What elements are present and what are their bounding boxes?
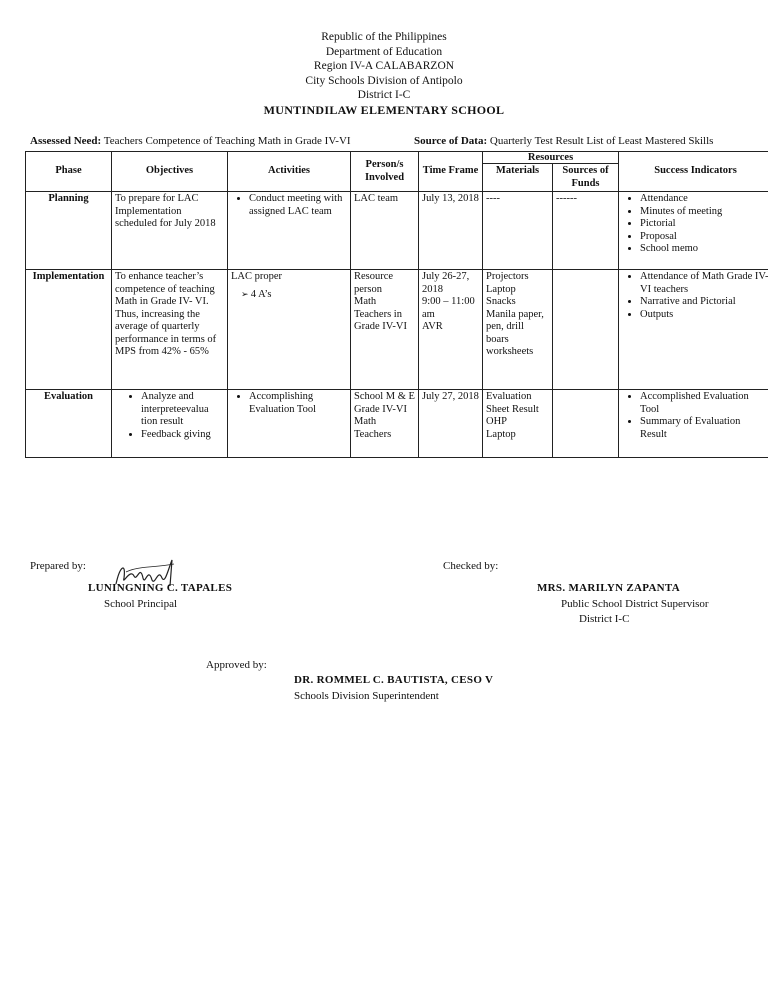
prepared-by-name <box>88 582 232 594</box>
indicator-item: • Outputs <box>640 309 768 322</box>
material-line: OHP <box>486 416 508 427</box>
material-line: Evaluation Sheet Result <box>486 391 539 415</box>
objectives-cell: To enhance teacher’s competence of teaching Math in Grade IV- VI. Thus, increasing the average of quarterly performance in terms of MPS from 42% - 65% <box>112 270 228 390</box>
indicator-item: • Accomplished Evaluation Tool <box>640 391 768 416</box>
header-line-2: Department of Education <box>325 45 443 58</box>
approved-by-name <box>294 674 493 686</box>
funds-cell: ------ <box>553 192 619 270</box>
header-persons: Person/s Involved <box>351 152 419 192</box>
source-value: Quarterly Test Result List of Least Mastered Skills <box>489 135 714 147</box>
checked-by-label: Checked by: <box>443 560 499 572</box>
source-of-data <box>414 135 713 147</box>
time-cell <box>419 270 483 390</box>
material-line: Laptop <box>486 428 516 440</box>
letterhead <box>0 30 768 117</box>
person-line: Math Teachers in Grade IV-VI <box>354 296 407 332</box>
time-line: July 26-27, 2018 <box>422 271 470 295</box>
objectives-cell: To prepare for LAC Implementation scheduled for July 2018 <box>112 192 228 270</box>
header-materials: Materials <box>483 164 553 192</box>
header-phase: Phase <box>26 152 112 192</box>
header-line-4: City Schools Division of Antipolo <box>305 74 463 87</box>
persons-cell: LAC team <box>351 192 419 270</box>
assessed-need-value: Teachers Competence of Teaching Math in Grade IV-VI <box>103 135 351 147</box>
objective-item: • Analyze and interpreteevalua tion result <box>141 391 224 429</box>
header-line-5: District I-C <box>357 89 411 101</box>
indicators-cell <box>619 390 768 458</box>
phase-cell: Planning <box>26 192 112 270</box>
checked-by-title-2: District I-C <box>579 613 630 625</box>
source-label: Source of Data: <box>414 135 488 147</box>
table-row <box>26 390 768 458</box>
prepared-name-text: LUNINGNING C. TAPALES <box>88 582 233 594</box>
activity-item: ➢ 4 A’s <box>241 288 347 302</box>
prepared-by-title: School Principal <box>104 598 178 610</box>
person-line: School M & E <box>354 391 415 402</box>
header-activities: Activities <box>228 152 351 192</box>
header-resources: Resources <box>483 152 619 164</box>
material-line: Snacks <box>486 296 516 307</box>
approved-by-label: Approved by: <box>206 659 267 671</box>
indicators-cell <box>619 270 768 390</box>
material-line: Manila paper, pen, drill boars worksheets <box>486 308 544 357</box>
materials-cell <box>483 390 553 458</box>
material-line: Laptop <box>486 283 516 295</box>
lac-plan-table <box>25 151 768 458</box>
time-line: AVR <box>422 321 443 332</box>
activities-intro: LAC proper <box>231 271 283 282</box>
indicator-item: • School memo <box>640 243 768 256</box>
activity-item: • Conduct meeting with assigned LAC team <box>249 193 347 218</box>
checked-by-title: Public School District Supervisor <box>561 598 709 610</box>
activity-item: • Accomplishing Evaluation Tool <box>249 391 347 416</box>
school-name: MUNTINDILAW ELEMENTARY SCHOOL <box>263 102 505 117</box>
persons-cell <box>351 390 419 458</box>
checked-by-name <box>537 582 680 594</box>
activities-cell <box>228 270 351 390</box>
indicator-item: • Summary of Evaluation Result <box>640 416 768 441</box>
table-row <box>26 270 768 390</box>
prepared-by-label: Prepared by: <box>30 560 86 572</box>
time-line: 9:00 – 11:00 am <box>422 296 475 320</box>
person-line: Grade IV-VI Math Teachers <box>354 403 407 440</box>
materials-cell <box>483 270 553 390</box>
persons-cell <box>351 270 419 390</box>
objectives-cell <box>112 390 228 458</box>
activities-cell <box>228 192 351 270</box>
table-row <box>26 192 768 270</box>
indicator-item: • Attendance <box>640 193 768 206</box>
funds-cell <box>553 390 619 458</box>
indicator-item: • Minutes of meeting <box>640 206 768 219</box>
header-funds: Sources of Funds <box>553 164 619 192</box>
indicator-item: • Attendance of Math Grade IV-VI teachers <box>640 271 768 296</box>
header-indicators: Success Indicators <box>619 152 768 192</box>
objective-item: • Feedback giving <box>141 429 224 442</box>
material-line: Projectors <box>486 271 529 282</box>
approved-by-title: Schools Division Superintendent <box>294 690 439 702</box>
time-cell: July 13, 2018 <box>419 192 483 270</box>
indicator-item: • Proposal <box>640 231 768 244</box>
header-time: Time Frame <box>419 152 483 192</box>
approved-name-text: DR. ROMMEL C. BAUTISTA, CESO V <box>294 674 494 686</box>
materials-cell: ---- <box>483 192 553 270</box>
funds-cell <box>553 270 619 390</box>
header-line-1: Republic of the Philippines <box>321 31 447 43</box>
indicator-item: • Narrative and Pictorial <box>640 296 768 309</box>
activities-cell <box>228 390 351 458</box>
indicator-item: • Pictorial <box>640 218 768 231</box>
person-line: Resource person <box>354 271 394 295</box>
phase-cell: Evaluation <box>26 390 112 458</box>
assessed-need-label: Assessed Need: <box>30 135 102 147</box>
phase-cell: Implementation <box>26 270 112 390</box>
header-objectives: Objectives <box>112 152 228 192</box>
checked-name-text: MRS. MARILYN ZAPANTA <box>537 582 680 594</box>
header-line-3: Region IV-A CALABARZON <box>313 60 455 72</box>
time-cell: July 27, 2018 <box>419 390 483 458</box>
indicators-cell <box>619 192 768 270</box>
assessed-need <box>30 135 351 147</box>
